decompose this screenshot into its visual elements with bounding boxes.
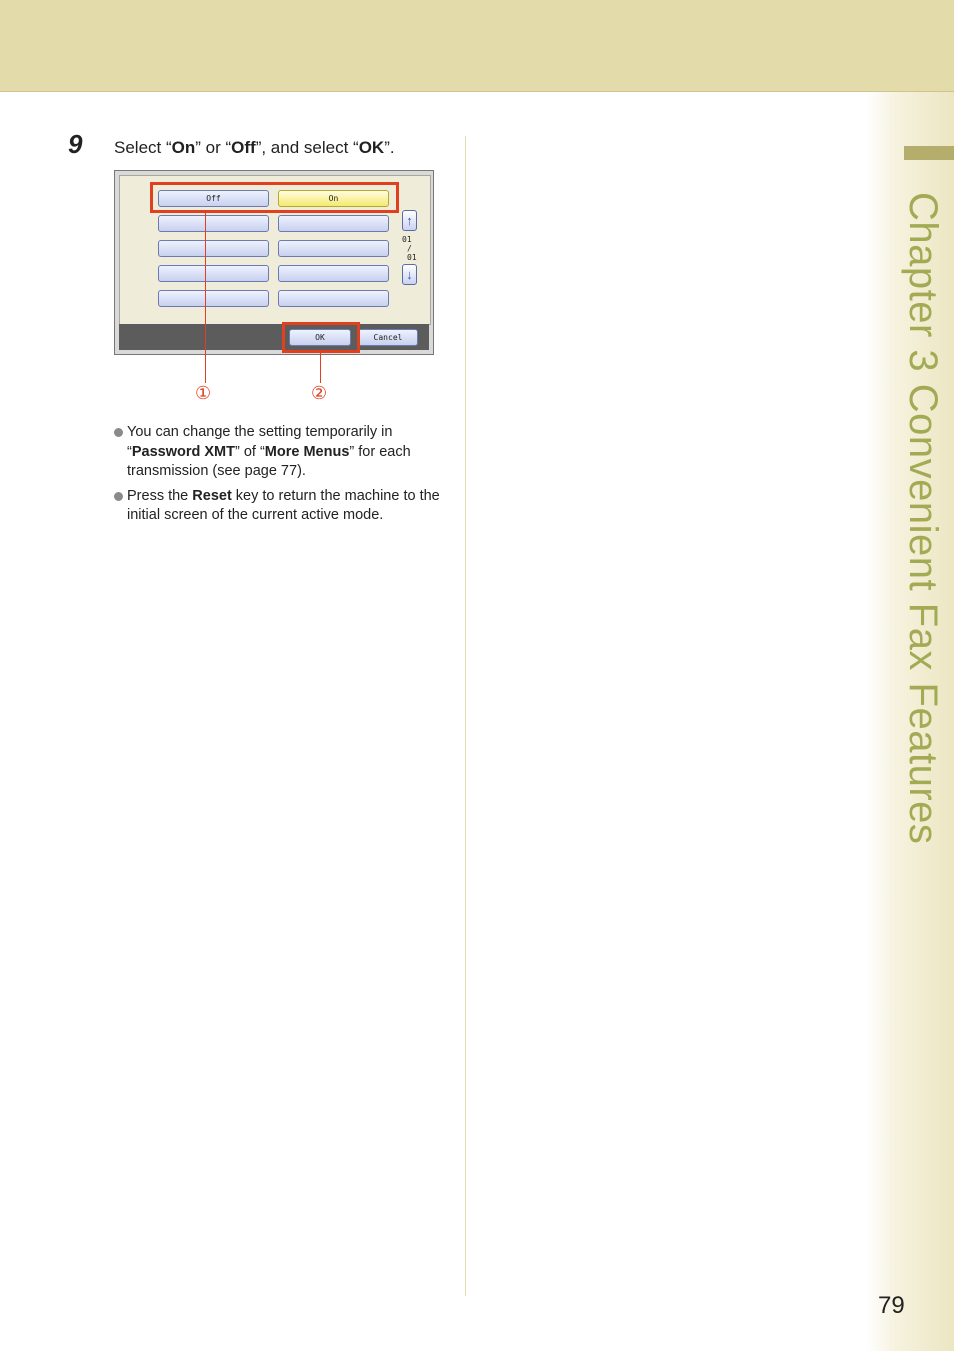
bullet1-bold2: More Menus <box>264 443 350 460</box>
page-number: 79 <box>878 1292 905 1319</box>
callout-number-1: ① <box>195 383 212 403</box>
empty-option-button[interactable] <box>278 290 389 307</box>
bullet-icon <box>114 492 123 501</box>
bullet1-bold1: Password XMT <box>131 443 235 460</box>
step-text-end: ”. <box>384 138 395 157</box>
on-button[interactable]: On <box>278 190 389 207</box>
bullet2-bold: Reset <box>192 487 232 504</box>
bullet1-pre: You can change the setting temporarily in “ <box>127 424 393 460</box>
callout-line-1 <box>205 213 206 383</box>
bullet1-end: ” for each transmission (see page 77). <box>127 443 411 479</box>
list-item <box>114 487 444 526</box>
column-divider <box>465 136 466 1296</box>
chapter-title: Chapter 3 Convenient Fax Features <box>901 192 945 845</box>
bullet1-mid: ” of “ <box>234 443 265 460</box>
page-counter <box>402 235 417 262</box>
up-arrow-icon[interactable]: ↑ <box>402 210 417 231</box>
empty-option-button[interactable] <box>278 215 389 232</box>
step-instruction <box>114 138 395 158</box>
callout-line-2 <box>320 353 321 383</box>
page-total: 01 <box>407 253 417 262</box>
bullet-icon <box>114 428 123 437</box>
step-ok: OK <box>358 138 385 157</box>
highlight-ok <box>282 322 360 353</box>
empty-option-button[interactable] <box>158 240 269 257</box>
empty-option-button[interactable] <box>158 215 269 232</box>
page-current: 01 <box>402 235 412 244</box>
header-band <box>0 0 954 92</box>
step-text-pre: Select “ <box>114 138 172 157</box>
bullet2-pre: Press the <box>127 487 193 504</box>
list-item <box>114 423 444 482</box>
bullet2-end: key to return the machine to the initial screen of the current active mode. <box>127 487 440 523</box>
step-text-mid1: ” or “ <box>195 138 232 157</box>
step-off: Off <box>231 138 256 157</box>
empty-option-button[interactable] <box>158 290 269 307</box>
step-text-mid2: ”, and select “ <box>255 138 359 157</box>
empty-option-button[interactable] <box>158 265 269 282</box>
step-on: On <box>171 138 196 157</box>
highlight-on-off <box>150 182 399 213</box>
down-arrow-icon[interactable]: ↓ <box>402 264 417 285</box>
note-list <box>114 423 444 531</box>
empty-option-button[interactable] <box>278 240 389 257</box>
cancel-button[interactable]: Cancel <box>358 329 418 346</box>
chapter-marker <box>904 146 954 160</box>
ok-button[interactable]: OK <box>289 329 351 346</box>
page-separator: / <box>407 244 412 253</box>
callout-number-2: ② <box>311 383 328 403</box>
empty-option-button[interactable] <box>278 265 389 282</box>
step-number: 9 <box>68 129 83 159</box>
off-button[interactable]: Off <box>158 190 269 207</box>
